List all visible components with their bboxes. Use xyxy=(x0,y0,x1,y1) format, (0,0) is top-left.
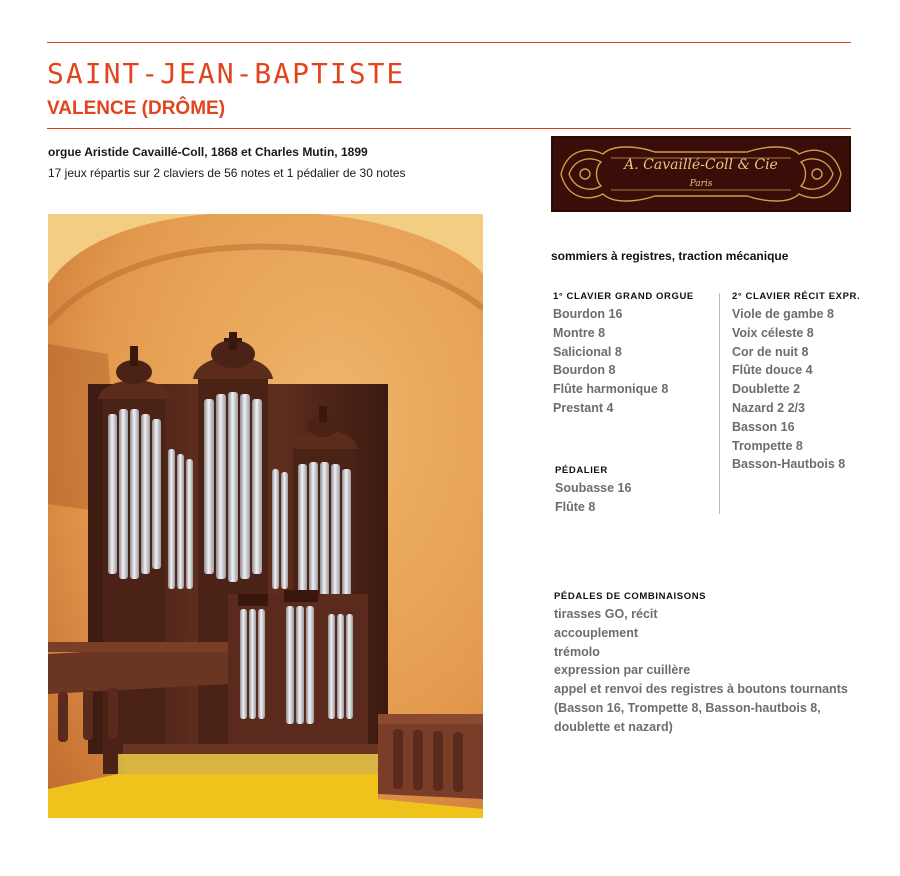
stop-item: Cor de nuit 8 xyxy=(732,344,809,359)
recit-stops xyxy=(732,305,845,474)
stop-item: Trompette 8 xyxy=(732,438,803,453)
page-subtitle: VALENCE (DRÔME) xyxy=(47,98,226,119)
organ-summary-line: 17 jeux répartis sur 2 claviers de 56 notes et 1 pédalier de 30 notes xyxy=(48,166,406,180)
builder-nameplate xyxy=(551,136,851,212)
pedalier-heading: PÉDALIER xyxy=(555,465,608,476)
stop-item: Bourdon 8 xyxy=(553,363,616,378)
grand-orgue-heading: 1° CLAVIER GRAND ORGUE xyxy=(553,291,694,302)
stop-item: Doublette 2 xyxy=(732,382,801,397)
combinaisons-list xyxy=(554,605,848,737)
stop-item: Flûte 8 xyxy=(555,499,596,514)
stop-item: Voix céleste 8 xyxy=(732,325,814,340)
organ-photo xyxy=(48,214,483,818)
combinaison-item: (Basson 16, Trompette 8, Basson-hautbois 8, xyxy=(554,700,821,715)
page-title: SAINT-JEAN-BAPTISTE xyxy=(47,57,406,90)
stop-item: Flûte harmonique 8 xyxy=(553,382,669,397)
combinaisons-heading: PÉDALES DE COMBINAISONS xyxy=(554,591,707,602)
column-divider xyxy=(719,293,720,514)
stop-item: Basson-Hautbois 8 xyxy=(732,457,846,472)
organ-builder-line: orgue Aristide Cavaillé-Coll, 1868 et Charles Mutin, 1899 xyxy=(48,145,368,159)
construction-note: sommiers à registres, traction mécanique xyxy=(551,249,789,263)
positif-case xyxy=(228,590,368,744)
combinaison-item: tirasses GO, récit xyxy=(554,607,658,621)
combinaison-item: accouplement xyxy=(554,625,639,640)
stop-item: Flûte douce 4 xyxy=(732,363,813,378)
grand-orgue-stops xyxy=(553,305,668,418)
stop-item: Basson 16 xyxy=(732,419,795,434)
combinaison-item: expression par cuillère xyxy=(554,663,691,678)
nameplate-city: Paris xyxy=(689,179,713,189)
combinaison-item: doublette et nazard) xyxy=(554,719,673,734)
stop-item: Viole de gambe 8 xyxy=(732,307,834,321)
stop-item: Montre 8 xyxy=(553,325,606,340)
combinaison-item: trémolo xyxy=(554,644,600,659)
stop-item: Nazard 2 2/3 xyxy=(732,400,805,415)
combinaison-item: appel et renvoi des registres à boutons tournants xyxy=(554,682,848,697)
stop-item: Soubasse 16 xyxy=(555,481,632,495)
nameplate-text: A. Cavaillé-Coll & Cie xyxy=(624,157,778,173)
stop-item: Salicional 8 xyxy=(553,344,622,359)
recit-heading: 2° CLAVIER RÉCIT EXPR. xyxy=(732,291,861,302)
pedalier-stops xyxy=(555,479,631,517)
top-rule xyxy=(47,42,851,43)
stop-item: Bourdon 16 xyxy=(553,307,623,321)
stop-item: Prestant 4 xyxy=(553,400,614,415)
header-bottom-rule xyxy=(47,128,851,129)
